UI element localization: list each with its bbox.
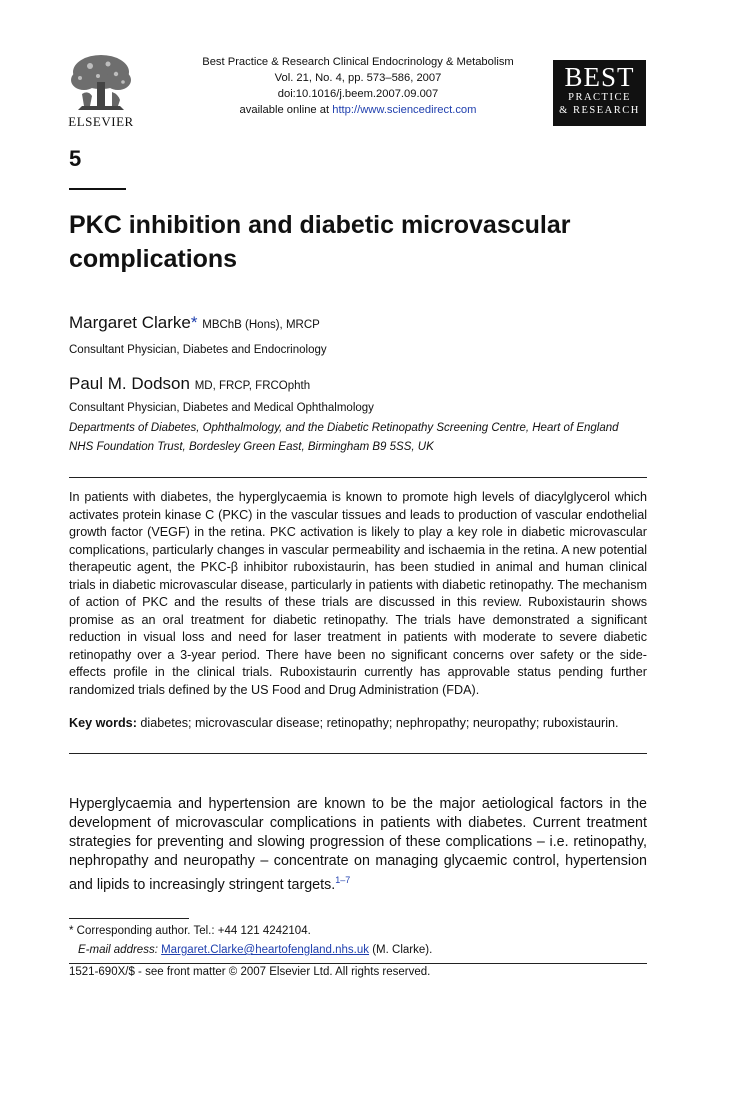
sciencedirect-link[interactable]: http://www.sciencedirect.com	[332, 104, 477, 116]
journal-availability	[150, 102, 566, 118]
chapter-rule	[69, 188, 126, 190]
abstract: In patients with diabetes, the hyperglycaemia is known to promote high levels of diacylglycerol which activates protein kinase C (PKC) in the vascular tissues and leads to production of vascular endothelial growth factor (VEGF) in the retina. PKC activation is likely to play a key role in diabetic microvascular complications, particularly changes in vascular permeability and ischaemia in the retina. A new potential therapeutic agent, the PKC-β inhibitor ruboxistaurin, has been studied in animal and human clinical trials in diabetic microvascular disease, particularly in patients with diabetic retinopathy. The mechanism of action of PKC and the results of these trials are discussed in this review. Ruboxistaurin shows promise as an oral treatment for diabetic retinopathy. The trials have demonstrated a significant reduction in visual loss and need for laser treatment in patients with moderate to severe diabetic retinopathy over a 3-year period. There have been no significant concerns over safety or the side-effects profile in the clinical trials. Ruboxistaurin currently has approvable status pending further randomized trials defined by the US Food and Drug Administration (FDA).	[69, 490, 647, 697]
copyright: 1521-690X/$ - see front matter © 2007 Elsevier Ltd. All rights reserved.	[69, 966, 431, 978]
elsevier-logo	[66, 52, 136, 130]
email-link[interactable]: Margaret.Clarke@heartofengland.nhs.uk	[161, 944, 370, 956]
footnote-rule	[69, 918, 189, 919]
footnote-email	[78, 942, 432, 958]
corresponding-author-link[interactable]: *	[190, 313, 198, 332]
abstract-top-rule	[69, 477, 647, 478]
abstract-bottom-rule	[69, 753, 647, 754]
email-label: E-mail address:	[78, 944, 162, 956]
author-2	[69, 374, 310, 394]
citation-link[interactable]: 1–7	[335, 875, 351, 885]
elsevier-tree-icon	[68, 52, 134, 114]
best-practice-logo	[553, 60, 646, 126]
logo-research: & RESEARCH	[559, 105, 640, 116]
body-paragraph	[69, 795, 647, 895]
footnote-corresponding: * Corresponding author. Tel.: +44 121 4242104.	[69, 925, 311, 937]
journal-volume: Vol. 21, No. 4, pp. 573–586, 2007	[274, 72, 442, 84]
keywords-list: diabetes; microvascular disease; retinopathy; nephropathy; neuropathy; ruboxistaurin.	[140, 716, 619, 730]
logo-practice: PRACTICE	[568, 92, 631, 103]
article-title: PKC inhibition and diabetic microvascular complications	[69, 211, 571, 273]
author-2-position: Consultant Physician, Diabetes and Medical Ophthalmology	[69, 402, 374, 414]
affiliation-line-2: NHS Foundation Trust, Bordesley Green East, Birmingham B9 5SS, UK	[69, 441, 434, 453]
email-suffix: (M. Clarke).	[369, 944, 433, 956]
chapter-number: 5	[69, 146, 82, 171]
author-1-credentials: MBChB (Hons), MRCP	[202, 319, 320, 331]
logo-best: BEST	[564, 62, 635, 92]
publisher-name: ELSEVIER	[68, 114, 134, 129]
copyright-rule	[69, 963, 647, 964]
author-2-credentials: MD, FRCP, FRCOphth	[194, 380, 311, 392]
author-1-name: Margaret Clarke	[69, 313, 191, 332]
author-2-name: Paul M. Dodson	[69, 374, 190, 393]
keywords-label: Key words:	[69, 716, 137, 730]
author-1	[69, 313, 320, 333]
journal-title: Best Practice & Research Clinical Endocrinology & Metabolism	[202, 56, 514, 68]
journal-doi: doi:10.1016/j.beem.2007.09.007	[277, 88, 439, 100]
affiliation-line-1: Departments of Diabetes, Ophthalmology, and the Diabetic Retinopathy Screening Centre, Heart of England	[69, 422, 619, 434]
keywords	[69, 715, 647, 733]
author-1-position: Consultant Physician, Diabetes and Endocrinology	[69, 344, 327, 356]
availability-prefix: available online at	[239, 104, 333, 116]
journal-info	[150, 54, 566, 118]
body-paragraph-text: Hyperglycaemia and hypertension are known to be the major aetiological factors in the development of microvascular complications in patients with diabetes. Current treatment strategies for preventing and slowing progression of these complications – i.e. retinopathy, nephropathy and neuropathy – concentrate on managing glycaemic control, hypertension and lipids to increasingly stringent targets.	[69, 796, 647, 893]
